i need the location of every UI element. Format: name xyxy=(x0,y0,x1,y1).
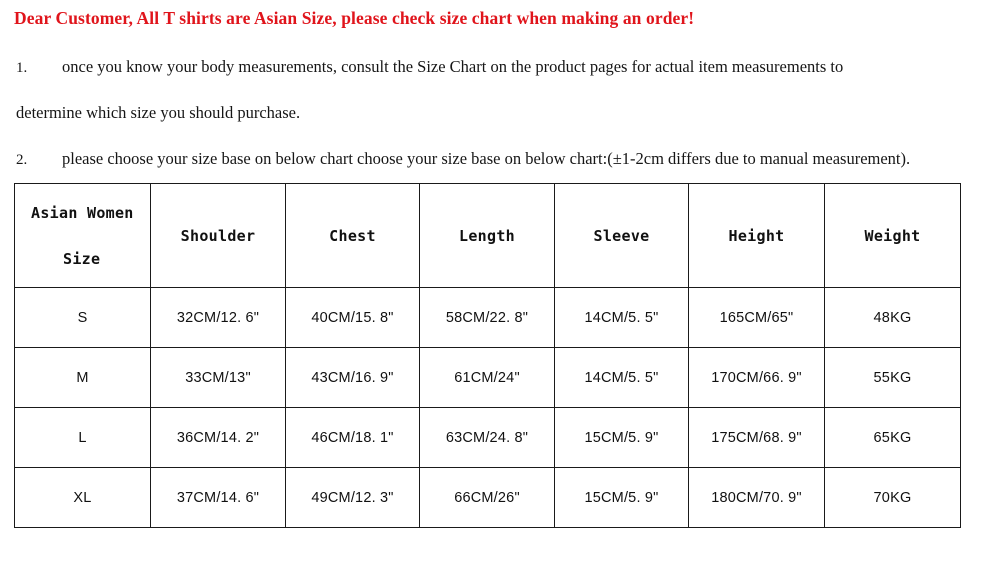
table-cell: 46CM/18. 1" xyxy=(286,408,420,468)
table-cell: L xyxy=(15,408,151,468)
table-cell: XL xyxy=(15,468,151,528)
instruction-text-continuation: determine which size you should purchase. xyxy=(16,103,301,122)
instruction-number: 1. xyxy=(16,60,28,76)
column-header-chest: Chest xyxy=(286,184,420,288)
table-cell: 43CM/16. 9" xyxy=(286,348,420,408)
table-cell: 180CM/70. 9" xyxy=(689,468,825,528)
table-cell: 65KG xyxy=(825,408,961,468)
table-cell: 37CM/14. 6" xyxy=(151,468,286,528)
size-header-line: Size xyxy=(63,249,101,268)
instruction-text: once you know your body measurements, consult the Size Chart on the product pages for actual item measurements to xyxy=(62,57,844,76)
table-cell: 175CM/68. 9" xyxy=(689,408,825,468)
table-cell: 55KG xyxy=(825,348,961,408)
table-cell: 36CM/14. 2" xyxy=(151,408,286,468)
column-header-height: Height xyxy=(689,184,825,288)
table-cell: 66CM/26" xyxy=(420,468,555,528)
table-cell: 33CM/13" xyxy=(151,348,286,408)
table-cell: 70KG xyxy=(825,468,961,528)
table-cell: 32CM/12. 6" xyxy=(151,288,286,348)
table-row xyxy=(15,468,961,528)
size-notice-heading: Dear Customer, All T shirts are Asian Size, please check size chart when making an order! xyxy=(14,8,695,28)
table-cell: S xyxy=(15,288,151,348)
table-row xyxy=(15,288,961,348)
table-cell: 61CM/24" xyxy=(420,348,555,408)
table-cell: 48KG xyxy=(825,288,961,348)
column-header-size xyxy=(15,184,151,288)
table-cell: 63CM/24. 8" xyxy=(420,408,555,468)
column-header-shoulder: Shoulder xyxy=(151,184,286,288)
column-header-weight: Weight xyxy=(825,184,961,288)
table-cell: 49CM/12. 3" xyxy=(286,468,420,528)
column-header-sleeve: Sleeve xyxy=(555,184,689,288)
table-cell: 58CM/22. 8" xyxy=(420,288,555,348)
table-cell: 15CM/5. 9" xyxy=(555,468,689,528)
size-chart-table xyxy=(14,183,961,528)
table-row xyxy=(15,408,961,468)
instruction-number: 2. xyxy=(16,152,28,168)
table-cell: 170CM/66. 9" xyxy=(689,348,825,408)
column-header-length: Length xyxy=(420,184,555,288)
table-row xyxy=(15,348,961,408)
table-cell: 40CM/15. 8" xyxy=(286,288,420,348)
size-header-line: Asian Women xyxy=(31,203,134,222)
table-header-row xyxy=(15,184,961,288)
instruction-text: please choose your size base on below chart choose your size base on below chart:(±1-2cm differs due to manual measurement). xyxy=(62,149,911,168)
table-cell: M xyxy=(15,348,151,408)
table-cell: 14CM/5. 5" xyxy=(555,288,689,348)
table-cell: 15CM/5. 9" xyxy=(555,408,689,468)
table-cell: 14CM/5. 5" xyxy=(555,348,689,408)
table-cell: 165CM/65" xyxy=(689,288,825,348)
